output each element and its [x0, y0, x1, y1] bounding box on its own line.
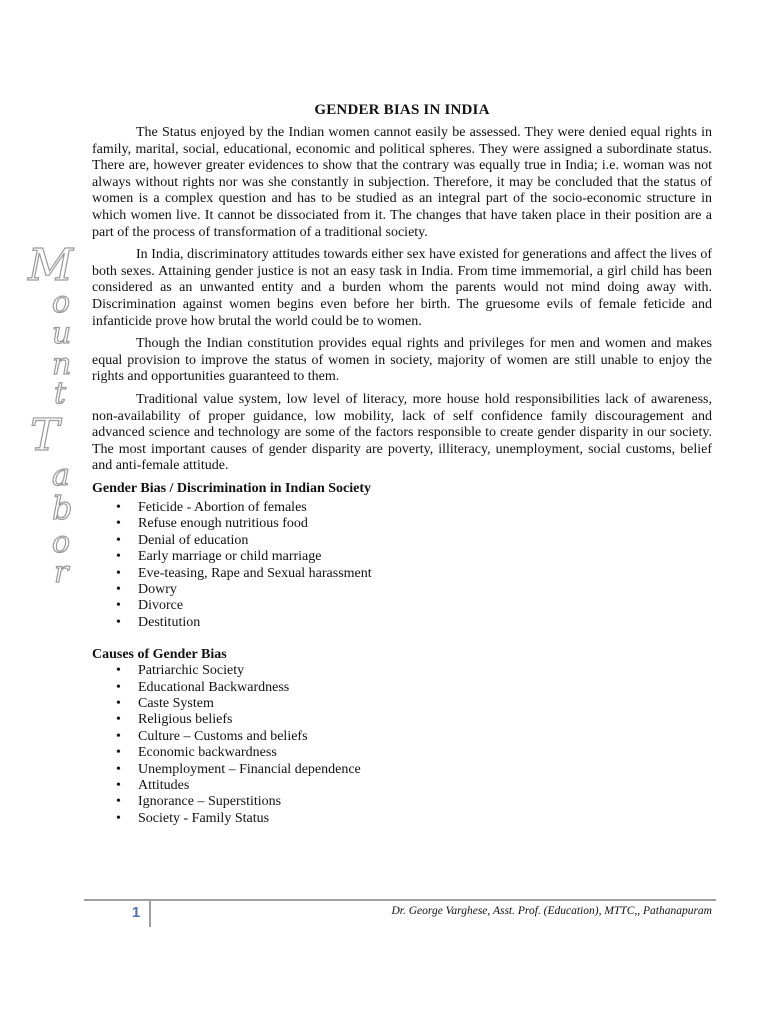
paragraph: Traditional value system, low level of literacy, more house hold responsibilities lack of awareness, non-availability of proper guidance, low mobility, lack of self confidence family discouragement and advanced science and technology are some of the factors responsible to create gender disparity in our society. The most important causes of gender disparity are poverty, illiteracy, unemployment, social customs, belief and anti-female attitude. — [92, 391, 712, 474]
watermark-letter: T — [30, 410, 60, 461]
list-item-text: Culture – Customs and beliefs — [138, 728, 308, 744]
causes-list — [92, 663, 712, 827]
list-item — [92, 533, 712, 549]
paragraph: In India, discriminatory attitudes towards either sex have existed for generations and affect the lives of both sexes. Attaining gender justice is not an easy task in India. From time immemorial, a girl child has been considered as an unwanted entity and a burden whom the parents would not mind doing away with. Discrimination against women begins even before her birth. The gruesome evils of female feticide and infanticide prove how brutal the world could be to women. — [92, 247, 712, 329]
discrimination-list — [92, 500, 712, 631]
list-item — [92, 582, 712, 598]
page-number: 1 — [131, 904, 141, 921]
bullet-icon: • — [116, 532, 121, 548]
list-item-text: Educational Backwardness — [138, 679, 290, 695]
list-item-text: Religious beliefs — [138, 712, 233, 728]
bullet-icon: • — [116, 810, 121, 826]
list-item — [92, 566, 712, 582]
list-item-text: Refuse enough nutritious food — [138, 516, 308, 532]
watermark-letter: b — [52, 489, 73, 527]
bullet-icon: • — [116, 516, 121, 532]
list-item-text: Early marriage or child marriage — [138, 549, 322, 565]
paragraph: The Status enjoyed by the Indian women cannot easily be assessed. They were denied equal rights in family, marital, social, educational, economic and political spheres. They were assigned a subordinate status. There are, however greater evidences to show that the contrary was equally true in India; i.e. woman was not always without rights nor was she constantly in subjection. Therefore, it may be concluded that the status of women is a complex question and has to be studied as an integral part of the socio-economic structure in which women live. It cannot be dissociated from it. The changes that have taken place in their position are a part of the process of transformation of a traditional society. — [92, 125, 712, 240]
list-item — [92, 794, 712, 810]
document-body — [92, 102, 712, 827]
bullet-icon: • — [116, 679, 121, 695]
bullet-icon: • — [116, 581, 121, 597]
watermark-letter: n — [52, 347, 72, 382]
bullet-icon: • — [116, 663, 121, 679]
watermark-letter: o — [52, 285, 71, 320]
watermark-letter: M — [28, 240, 74, 291]
list-item — [92, 762, 712, 778]
list-item — [92, 745, 712, 761]
bullet-icon: • — [116, 598, 121, 614]
document-title: GENDER BIAS IN INDIA — [314, 102, 490, 118]
bullet-icon: • — [116, 745, 121, 761]
list-item — [92, 500, 712, 516]
list-item — [92, 516, 712, 532]
bullet-icon: • — [116, 614, 121, 630]
list-item-text: Society - Family Status — [138, 810, 270, 826]
list-item — [92, 663, 712, 679]
list-item-text: Unemployment – Financial dependence — [138, 761, 361, 777]
list-item-text: Feticide - Abortion of females — [138, 499, 307, 515]
section-spacer — [92, 631, 712, 647]
causes-heading: Causes of Gender Bias — [92, 647, 227, 663]
list-item — [92, 549, 712, 565]
list-item — [92, 680, 712, 696]
footer-credit: Dr. George Varghese, Asst. Prof. (Education), MTTC,, Pathanapuram — [391, 905, 712, 917]
list-item — [92, 615, 712, 631]
list-item-text: Patriarchic Society — [138, 663, 245, 679]
bullet-icon: • — [116, 695, 121, 711]
list-item-text: Destitution — [138, 614, 201, 630]
bullet-icon: • — [116, 728, 121, 744]
list-item-text: Ignorance – Superstitions — [138, 794, 282, 810]
list-item — [92, 778, 712, 794]
bullet-icon: • — [116, 712, 121, 728]
bullet-icon: • — [116, 499, 121, 515]
footer-divider — [84, 899, 716, 901]
paragraph: Though the Indian constitution provides equal rights and privileges for men and women and makes equal provision to improve the status of women in society, majority of women are still unable to enjoy the rights and opportunities guaranteed to them. — [92, 336, 712, 385]
list-item-text: Dowry — [138, 581, 177, 597]
bullet-icon: • — [116, 549, 121, 565]
list-item-text: Economic backwardness — [138, 745, 277, 761]
list-item — [92, 598, 712, 614]
discrimination-heading: Gender Bias / Discrimination in Indian Society — [92, 480, 371, 496]
list-item-text: Caste System — [138, 695, 214, 711]
watermark-letter: o — [52, 525, 71, 560]
list-item — [92, 729, 712, 745]
list-item-text: Divorce — [138, 598, 184, 614]
list-item — [92, 696, 712, 712]
watermark-letter: t — [54, 376, 67, 411]
footer-page-separator — [149, 901, 151, 927]
list-item-text: Denial of education — [138, 532, 249, 548]
bullet-icon: • — [116, 761, 121, 777]
bullet-icon: • — [116, 794, 121, 810]
list-item — [92, 712, 712, 728]
list-item-text: Eve-teasing, Rape and Sexual harassment — [138, 565, 372, 581]
bullet-icon: • — [116, 565, 121, 581]
list-item-text: Attitudes — [138, 777, 190, 793]
watermark-letter: a — [52, 458, 70, 493]
list-item — [92, 811, 712, 827]
watermark-letter: u — [52, 316, 72, 351]
bullet-icon: • — [116, 777, 121, 793]
watermark-letter: r — [54, 555, 69, 590]
